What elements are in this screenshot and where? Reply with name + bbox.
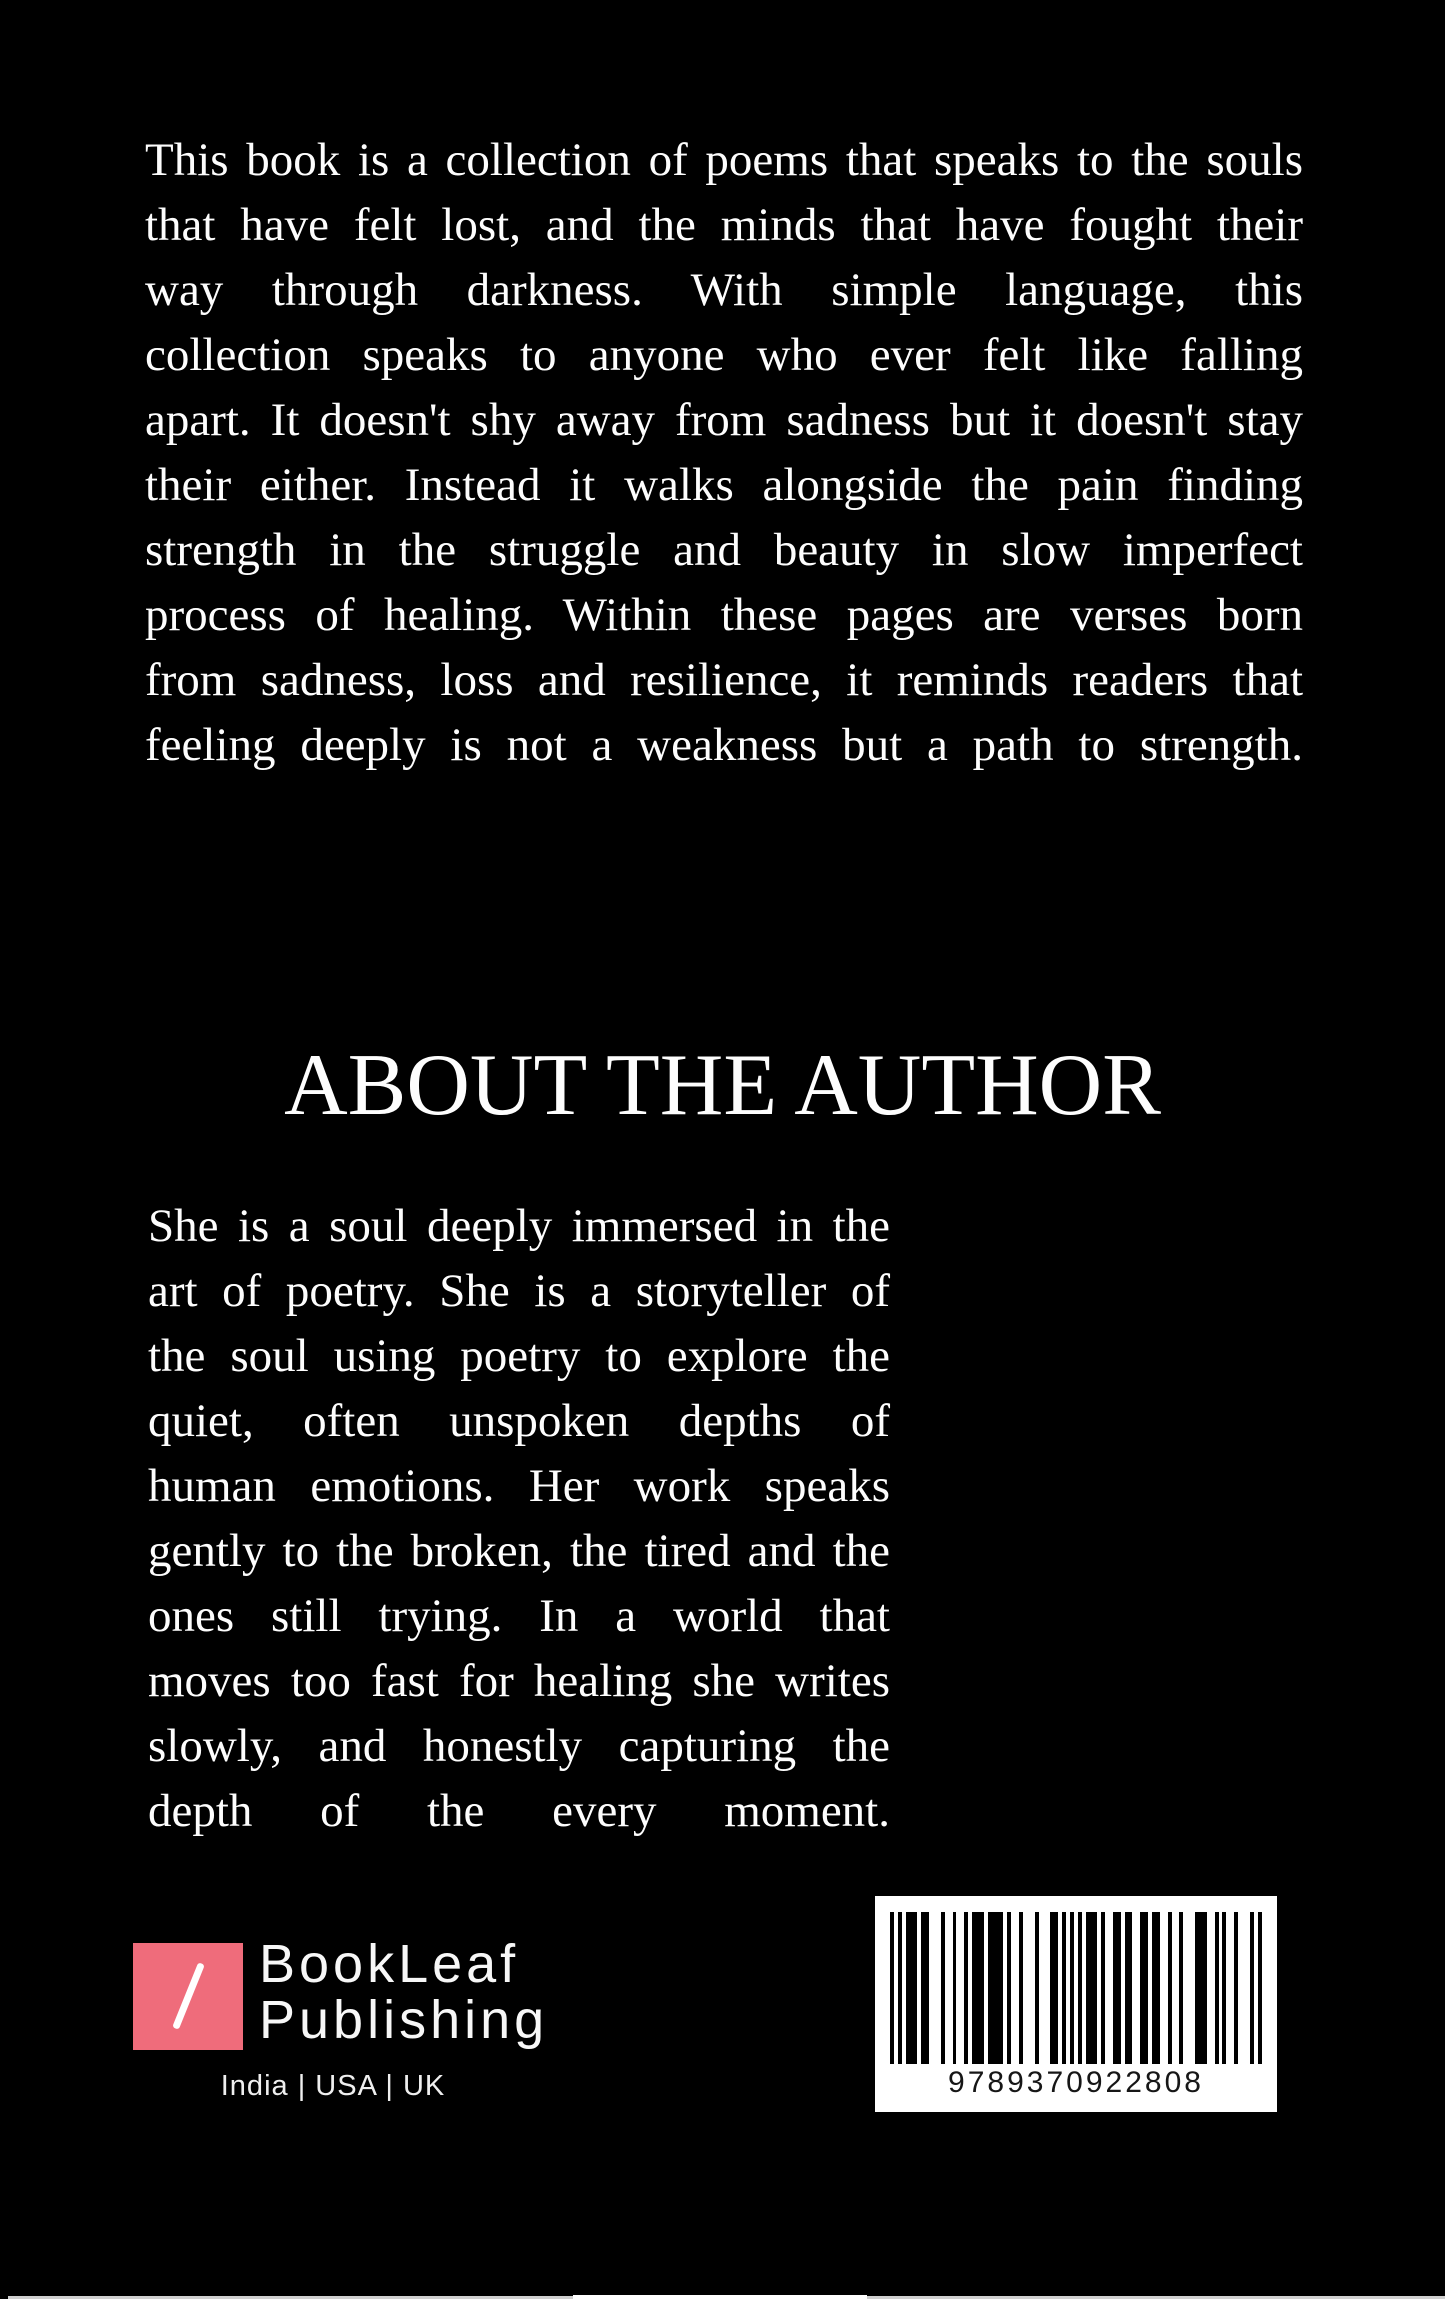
- barcode-space: [1132, 1912, 1140, 2064]
- text-line: gently to the broken, the tired and the: [148, 1525, 890, 1577]
- barcode: [875, 1896, 1277, 2112]
- text-line: slowly, and honestly capturing the: [148, 1720, 890, 1772]
- barcode-space: [1226, 1912, 1234, 2064]
- text-line: way through darkness. With simple language, this: [145, 264, 1303, 316]
- text-line: This book is a collection of poems that speaks to the souls: [145, 134, 1303, 186]
- barcode-space: [1183, 1912, 1195, 2064]
- author-bio-paragraph: [148, 1194, 890, 1844]
- barcode-bar: [1125, 1912, 1133, 2064]
- text-line: strength in the struggle and beauty in slow imperfect: [145, 524, 1303, 576]
- barcode-bar: [1258, 1912, 1262, 2064]
- barcode-number: 9789370922808: [948, 2066, 1204, 2099]
- barcode-bar: [1050, 1912, 1058, 2064]
- barcode-bar: [988, 1912, 1004, 2064]
- barcode-bar: [921, 1912, 929, 2064]
- barcode-bar: [906, 1912, 918, 2064]
- barcode-bar: [1152, 1912, 1160, 2064]
- publisher-regions: India | USA | UK: [220, 2070, 446, 2102]
- barcode-bar: [1195, 1912, 1207, 2064]
- barcode-bar: [1086, 1912, 1098, 2064]
- barcode-space: [1039, 1912, 1051, 2064]
- barcode-bar: [1113, 1912, 1121, 2064]
- text-line: ones still trying. In a world that: [148, 1590, 890, 1642]
- barcode-space: [1172, 1912, 1180, 2064]
- barcode-bars: [890, 1912, 1262, 2064]
- text-line: collection speaks to anyone who ever felt like falling: [145, 329, 1303, 381]
- text-line: She is a soul deeply immersed in the: [148, 1200, 890, 1252]
- barcode-space: [929, 1912, 941, 2064]
- barcode-bar: [972, 1912, 984, 2064]
- barcode-space: [945, 1912, 953, 2064]
- barcode-bar: [1140, 1912, 1148, 2064]
- publisher-name: [259, 1936, 548, 2048]
- publisher-name-top: BookLeaf: [259, 1934, 520, 1994]
- text-line: the soul using poetry to explore the: [148, 1330, 890, 1382]
- text-line: their either. Instead it walks alongside the pain finding: [145, 459, 1303, 511]
- text-line: process of healing. Within these pages are verses born: [145, 589, 1303, 641]
- about-the-author-heading: ABOUT THE AUTHOR: [284, 1037, 1161, 1134]
- slash-icon: [172, 1962, 205, 2030]
- text-line: quiet, often unspoken depths of: [148, 1395, 890, 1447]
- text-line: from sadness, loss and resilience, it reminds readers that: [145, 654, 1303, 706]
- text-line: human emotions. Her work speaks: [148, 1460, 890, 1512]
- text-line: depth of the every moment.: [148, 1785, 890, 1837]
- barcode-space: [1011, 1912, 1019, 2064]
- barcode-space: [1160, 1912, 1168, 2064]
- text-line: apart. It doesn't shy away from sadness but it doesn't stay: [145, 394, 1303, 446]
- text-line: art of poetry. She is a storyteller of: [148, 1265, 890, 1317]
- synopsis-paragraph: [145, 128, 1303, 778]
- barcode-space: [1207, 1912, 1215, 2064]
- text-line: that have felt lost, and the minds that have fought their: [145, 199, 1303, 251]
- bottom-edge-line-bright: [573, 2295, 867, 2299]
- publisher-name-bottom: Publishing: [259, 1990, 549, 2050]
- text-line: moves too fast for healing she writes: [148, 1655, 890, 1707]
- bookleaf-logo-mark: [133, 1943, 243, 2050]
- barcode-space: [1105, 1912, 1113, 2064]
- barcode-space: [1023, 1912, 1035, 2064]
- barcode-space: [1238, 1912, 1250, 2064]
- barcode-space: [956, 1912, 964, 2064]
- text-line: feeling deeply is not a weakness but a path to strength.: [145, 719, 1303, 771]
